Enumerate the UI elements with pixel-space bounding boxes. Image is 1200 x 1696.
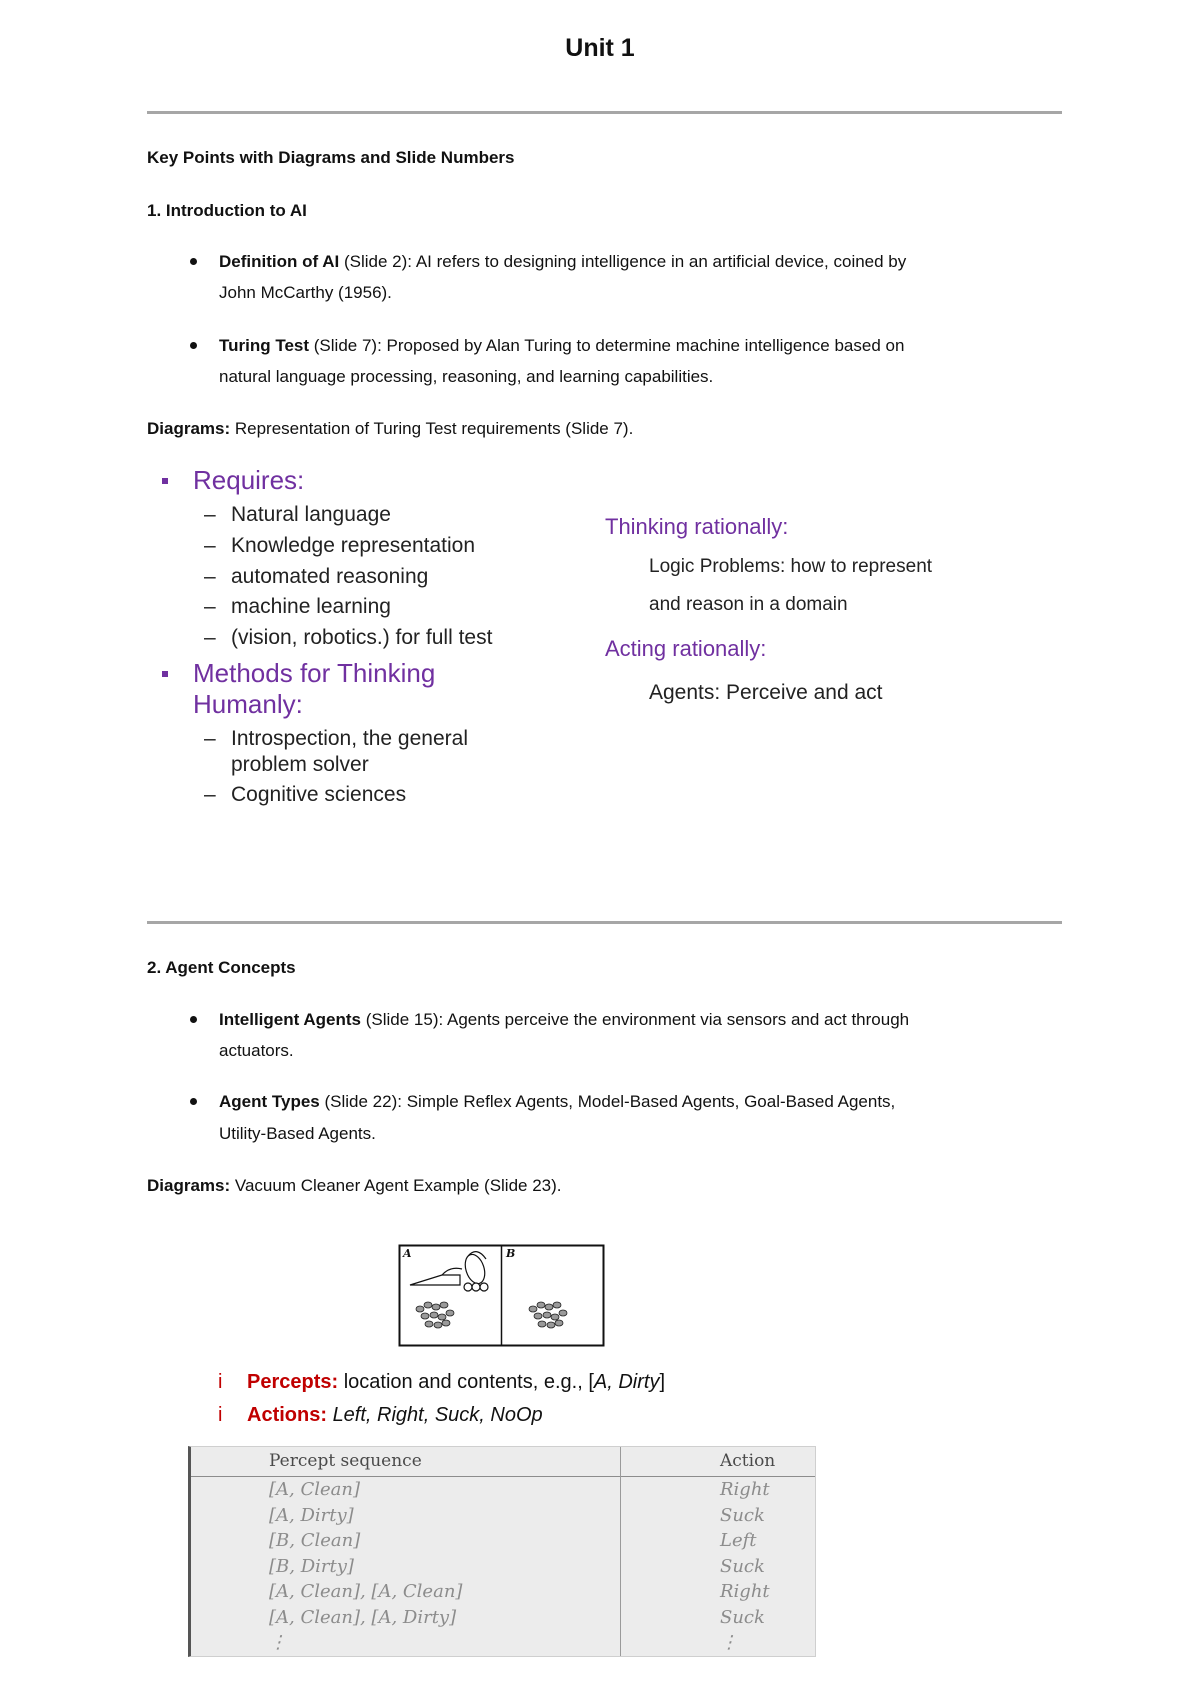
bullet-dot-icon bbox=[190, 342, 197, 349]
bullet-definition-of-ai bbox=[219, 246, 906, 308]
horizontal-rule bbox=[147, 921, 1062, 924]
bullet-term: Definition of AI bbox=[219, 252, 340, 271]
list-item-text: Natural language bbox=[231, 503, 391, 526]
bullet-line bbox=[219, 1004, 909, 1035]
page-title: Unit 1 bbox=[565, 34, 635, 62]
list-item-text: machine learning bbox=[231, 595, 391, 619]
slide-ref: (Slide 7): bbox=[313, 336, 382, 355]
bullet-term: Intelligent Agents bbox=[219, 1010, 361, 1029]
thinking-rationally-text bbox=[649, 548, 932, 624]
subtitle: Key Points with Diagrams and Slide Numbers bbox=[147, 148, 515, 167]
action-cell: ⋮ bbox=[720, 1632, 738, 1653]
dash-icon: – bbox=[204, 533, 216, 557]
bullet-line bbox=[219, 330, 904, 361]
wingdings-bullet: i bbox=[218, 1371, 223, 1393]
percept-cell: [A, Clean], [A, Dirty] bbox=[269, 1606, 457, 1628]
table-row bbox=[191, 1477, 815, 1503]
list-item bbox=[204, 562, 492, 593]
square-label-a: A bbox=[403, 1247, 412, 1260]
percept-cell: [B, Dirty] bbox=[269, 1555, 354, 1577]
bullet-text: AI refers to designing intelligence in an artificial device, coined by bbox=[415, 252, 907, 271]
percepts-close: ] bbox=[659, 1371, 666, 1393]
list-item-text: Cognitive sciences bbox=[231, 783, 407, 806]
table-row bbox=[191, 1605, 815, 1631]
list-item-text: Introspection, the general problem solver bbox=[231, 727, 468, 776]
acting-rationally-text: Agents: Perceive and act bbox=[649, 681, 883, 704]
bullet-text: Proposed by Alan Turing to determine machine intelligence based on bbox=[386, 336, 905, 355]
percept-cell: [B, Clean] bbox=[269, 1530, 361, 1551]
list-item bbox=[204, 500, 492, 531]
percepts-label: Percepts: bbox=[247, 1371, 339, 1393]
caption-text: Vacuum Cleaner Agent Example (Slide 23). bbox=[234, 1176, 562, 1195]
list-item-text: Knowledge representation bbox=[231, 533, 476, 557]
methods-list bbox=[204, 726, 511, 812]
section-heading-agents: 2. Agent Concepts bbox=[147, 958, 296, 977]
list-item bbox=[204, 623, 493, 654]
bullet-text-continued: actuators. bbox=[219, 1041, 294, 1060]
diagram-caption-vacuum bbox=[147, 1176, 562, 1196]
section-heading-intro: 1. Introduction to AI bbox=[147, 201, 307, 220]
bullet-line bbox=[219, 1086, 895, 1118]
list-item bbox=[204, 726, 511, 778]
heading-thinking-rationally: Thinking rationally: bbox=[605, 514, 789, 539]
dash-icon: – bbox=[204, 626, 216, 649]
bullet-text-continued: John McCarthy (1956). bbox=[219, 283, 392, 302]
caption-label: Diagrams: bbox=[147, 419, 231, 438]
bullet-term: Turing Test bbox=[219, 336, 310, 355]
table-row bbox=[191, 1630, 815, 1656]
dash-icon: – bbox=[204, 503, 216, 526]
percepts-text: location and contents, e.g., [ bbox=[343, 1371, 594, 1393]
dash-icon: – bbox=[204, 727, 216, 750]
column-header-action: Action bbox=[720, 1451, 776, 1471]
bullet-turing-test bbox=[219, 330, 904, 392]
slide-ref: (Slide 15): bbox=[365, 1010, 444, 1029]
table-row bbox=[191, 1579, 815, 1605]
wingdings-bullet: i bbox=[218, 1404, 223, 1426]
requires-list bbox=[204, 500, 493, 654]
list-item-text: (vision, robotics.) for full test bbox=[231, 626, 493, 649]
bullet-dot-icon bbox=[190, 258, 197, 265]
action-cell: Suck bbox=[720, 1606, 765, 1628]
square-bullet-icon bbox=[162, 478, 168, 484]
heading-acting-rationally: Acting rationally: bbox=[605, 636, 767, 661]
slide-heading-text: Requires: bbox=[193, 465, 305, 495]
percept-cell: ⋮ bbox=[269, 1632, 287, 1653]
bullet-line bbox=[219, 246, 906, 277]
text-line: Logic Problems: how to represent bbox=[649, 556, 933, 577]
bullet-intelligent-agents bbox=[219, 1004, 909, 1066]
dash-icon: – bbox=[204, 564, 216, 588]
vacuum-world-diagram bbox=[398, 1244, 605, 1347]
percept-cell: [A, Clean] bbox=[269, 1479, 360, 1500]
bullet-text: Simple Reflex Agents, Model-Based Agents, Goal-Based Agents, bbox=[406, 1092, 896, 1111]
bullet-dot-icon bbox=[190, 1016, 197, 1023]
slide-heading-text: Methods for Thinking Humanly: bbox=[193, 658, 436, 719]
table-header-row bbox=[191, 1447, 815, 1477]
bullet-text-continued: natural language processing, reasoning, and learning capabilities. bbox=[219, 367, 714, 386]
text-line: and reason in a domain bbox=[649, 594, 848, 615]
dash-icon: – bbox=[204, 783, 216, 806]
slide-heading-requires bbox=[193, 465, 304, 496]
action-cell: Suck bbox=[720, 1504, 765, 1526]
caption-label: Diagrams: bbox=[147, 1176, 231, 1195]
caption-text: Representation of Turing Test requirements (Slide 7). bbox=[234, 419, 634, 438]
action-cell: Right bbox=[720, 1581, 770, 1602]
square-label-b: B bbox=[506, 1247, 516, 1260]
slide-ref: (Slide 2): bbox=[343, 252, 413, 271]
actions-label: Actions: bbox=[247, 1404, 327, 1426]
action-cell: Suck bbox=[720, 1555, 765, 1577]
percepts-line bbox=[218, 1369, 665, 1395]
bullet-text: Agents perceive the environment via sensors and act through bbox=[447, 1010, 910, 1029]
slide-heading-methods bbox=[193, 658, 493, 720]
percept-action-table bbox=[188, 1446, 816, 1657]
action-cell: Right bbox=[720, 1479, 770, 1500]
slide-ref: (Slide 22): bbox=[324, 1092, 402, 1111]
list-item-text: automated reasoning bbox=[231, 564, 429, 588]
actions-line bbox=[218, 1402, 543, 1428]
diagram-caption-turing bbox=[147, 419, 633, 439]
percepts-example: A, Dirty bbox=[593, 1371, 660, 1393]
actions-list: Left, Right, Suck, NoOp bbox=[332, 1404, 543, 1426]
percept-cell: [A, Clean], [A, Clean] bbox=[269, 1581, 463, 1602]
table-row bbox=[191, 1554, 815, 1580]
list-item bbox=[204, 531, 492, 562]
percept-cell: [A, Dirty] bbox=[269, 1504, 354, 1526]
list-item bbox=[204, 592, 492, 623]
bullet-term: Agent Types bbox=[219, 1092, 320, 1111]
list-item bbox=[204, 782, 511, 808]
table-row bbox=[191, 1528, 815, 1554]
bullet-agent-types bbox=[219, 1086, 895, 1150]
dash-icon: – bbox=[204, 595, 216, 619]
column-divider bbox=[620, 1447, 621, 1656]
horizontal-rule bbox=[147, 111, 1062, 114]
action-cell: Left bbox=[720, 1530, 757, 1551]
bullet-text-continued: Utility-Based Agents. bbox=[219, 1124, 376, 1143]
table-row bbox=[191, 1503, 815, 1529]
square-bullet-icon bbox=[162, 671, 168, 677]
column-header-percept-sequence: Percept sequence bbox=[269, 1451, 422, 1471]
bullet-dot-icon bbox=[190, 1098, 197, 1105]
